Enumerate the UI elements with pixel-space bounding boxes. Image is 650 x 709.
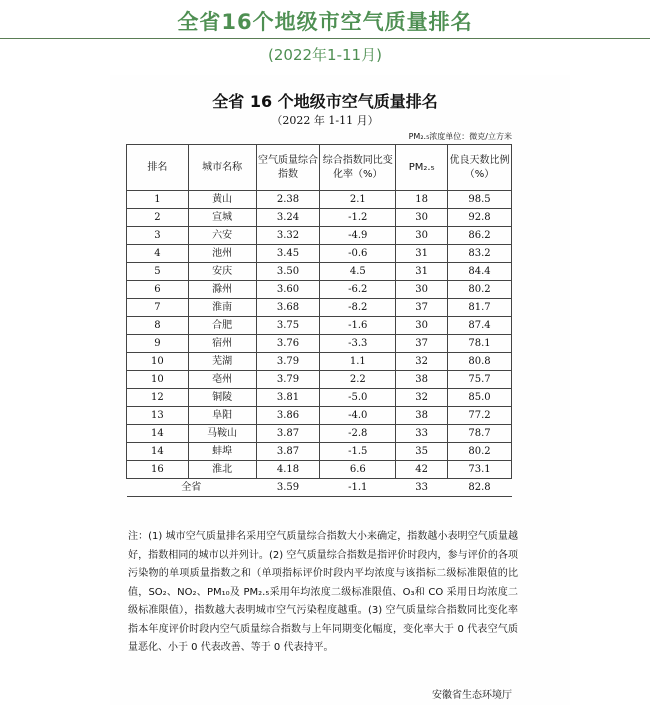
city-cell: 安庆: [188, 263, 256, 281]
table-row: [127, 461, 512, 479]
pm25-cell: 30: [396, 317, 448, 335]
source-attribution: 安徽省生态环境厅: [432, 690, 512, 701]
change-cell: 2.2: [320, 371, 396, 389]
city-cell: 芜湖: [188, 353, 256, 371]
good-days-cell: 85.0: [448, 389, 512, 407]
city-cell: 宣城: [188, 209, 256, 227]
rank-cell: 7: [127, 299, 189, 317]
good-days-cell: 80.8: [448, 353, 512, 371]
rank-cell: 3: [127, 227, 189, 245]
good-days-cell: 80.2: [448, 443, 512, 461]
pm25-cell: 32: [396, 353, 448, 371]
table-row: [127, 389, 512, 407]
change-cell: 2.1: [320, 191, 396, 209]
pm25-cell: 35: [396, 443, 448, 461]
rank-cell: 12: [127, 389, 189, 407]
pm25-cell: 18: [396, 191, 448, 209]
city-cell: 铜陵: [188, 389, 256, 407]
index-cell: 3.68: [256, 299, 320, 317]
index-cell: 3.75: [256, 317, 320, 335]
good-days-cell: 86.2: [448, 227, 512, 245]
rank-cell: 8: [127, 317, 189, 335]
index-cell: 3.76: [256, 335, 320, 353]
index-cell: 4.18: [256, 461, 320, 479]
table-row: [127, 443, 512, 461]
pm25-cell: 42: [396, 461, 448, 479]
col-header-pm25: PM₂.₅: [396, 145, 448, 191]
rank-cell: 4: [127, 245, 189, 263]
good-days-cell: 92.8: [448, 209, 512, 227]
city-cell: 淮南: [188, 299, 256, 317]
index-cell: 3.87: [256, 443, 320, 461]
title-divider: [0, 38, 650, 39]
pm25-cell: 38: [396, 371, 448, 389]
total-change: -1.1: [320, 479, 396, 497]
good-days-cell: 78.1: [448, 335, 512, 353]
pm25-cell: 30: [396, 281, 448, 299]
change-cell: 6.6: [320, 461, 396, 479]
total-label: 全省: [127, 479, 257, 497]
good-days-cell: 84.4: [448, 263, 512, 281]
city-cell: 池州: [188, 245, 256, 263]
change-cell: -0.6: [320, 245, 396, 263]
table-row: [127, 425, 512, 443]
index-cell: 3.79: [256, 371, 320, 389]
pm25-cell: 30: [396, 209, 448, 227]
rank-cell: 13: [127, 407, 189, 425]
table-row: [127, 209, 512, 227]
city-cell: 宿州: [188, 335, 256, 353]
index-cell: 3.32: [256, 227, 320, 245]
table-notes: 注：(1) 城市空气质量排名采用空气质量综合指数大小来确定，指数越小表明空气质量越好，指数相同的城市以并列计。(2) 空气质量综合指数是指评价时段内，参与评价的各项污染物的单项质量指数之和（单项指标评价时段内平均浓度与该指标二级标准限值的比值，SO₂、NO₂、PM₁₀及 PM₂.₅采用年均浓度二级标准限值、O₃和 CO 采用日均浓度二级标准限值），指数越大表明城市空气污染程度越重。(3) 空气质量综合指数同比变化率指本年度评价时段内空气质量综合指数与上年同期变化幅度，变化率大于 0 代表空气质量恶化、小于 0 代表改善、等于 0 代表持平。: [128, 531, 518, 653]
ranking-table: [126, 144, 512, 497]
index-cell: 3.87: [256, 425, 320, 443]
rank-cell: 14: [127, 425, 189, 443]
index-cell: 3.24: [256, 209, 320, 227]
city-cell: 马鞍山: [188, 425, 256, 443]
total-index: 3.59: [256, 479, 320, 497]
change-cell: -1.2: [320, 209, 396, 227]
good-days-cell: 87.4: [448, 317, 512, 335]
change-cell: -4.0: [320, 407, 396, 425]
rank-cell: 2: [127, 209, 189, 227]
index-cell: 3.50: [256, 263, 320, 281]
good-days-cell: 73.1: [448, 461, 512, 479]
col-header-index: 空气质量综合指数: [256, 145, 320, 191]
rank-cell: 16: [127, 461, 189, 479]
table-header-row: [127, 145, 512, 191]
pm25-cell: 33: [396, 425, 448, 443]
rank-cell: 5: [127, 263, 189, 281]
change-cell: -3.3: [320, 335, 396, 353]
col-header-change: 综合指数同比变化率（%）: [320, 145, 396, 191]
index-cell: 3.45: [256, 245, 320, 263]
rank-cell: 6: [127, 281, 189, 299]
table-row: [127, 191, 512, 209]
total-good-days: 82.8: [448, 479, 512, 497]
document-subtitle: （2022 年 1-11 月）: [271, 114, 379, 127]
rank-cell: 14: [127, 443, 189, 461]
total-row: [127, 479, 512, 497]
change-cell: -5.0: [320, 389, 396, 407]
rank-cell: 10: [127, 353, 189, 371]
table-row: [127, 335, 512, 353]
good-days-cell: 83.2: [448, 245, 512, 263]
good-days-cell: 78.7: [448, 425, 512, 443]
col-header-good-days: 优良天数比例（%）: [448, 145, 512, 191]
pm25-cell: 32: [396, 389, 448, 407]
table-row: [127, 227, 512, 245]
table-row: [127, 263, 512, 281]
pm25-cell: 37: [396, 299, 448, 317]
table-row: [127, 353, 512, 371]
city-cell: 亳州: [188, 371, 256, 389]
rank-cell: 1: [127, 191, 189, 209]
city-cell: 滁州: [188, 281, 256, 299]
good-days-cell: 80.2: [448, 281, 512, 299]
table-row: [127, 299, 512, 317]
index-cell: 3.81: [256, 389, 320, 407]
good-days-cell: 77.2: [448, 407, 512, 425]
pm25-cell: 30: [396, 227, 448, 245]
table-row: [127, 407, 512, 425]
city-cell: 阜阳: [188, 407, 256, 425]
page-title: 全省16个地级市空气质量排名: [177, 10, 473, 34]
city-cell: 蚌埠: [188, 443, 256, 461]
index-cell: 2.38: [256, 191, 320, 209]
index-cell: 3.86: [256, 407, 320, 425]
index-cell: 3.79: [256, 353, 320, 371]
city-cell: 六安: [188, 227, 256, 245]
index-cell: 3.60: [256, 281, 320, 299]
pm25-cell: 37: [396, 335, 448, 353]
table-row: [127, 245, 512, 263]
total-pm25: 33: [396, 479, 448, 497]
col-header-rank: 排名: [127, 145, 189, 191]
change-cell: -2.8: [320, 425, 396, 443]
pm25-cell: 31: [396, 245, 448, 263]
good-days-cell: 75.7: [448, 371, 512, 389]
change-cell: 1.1: [320, 353, 396, 371]
change-cell: 4.5: [320, 263, 396, 281]
change-cell: -1.5: [320, 443, 396, 461]
table-row: [127, 371, 512, 389]
change-cell: -6.2: [320, 281, 396, 299]
page-subtitle: (2022年1-11月): [268, 46, 382, 64]
unit-note: PM₂.₅浓度单位：微克/立方米: [408, 132, 512, 141]
rank-cell: 10: [127, 371, 189, 389]
table-row: [127, 281, 512, 299]
pm25-cell: 31: [396, 263, 448, 281]
table-row: [127, 317, 512, 335]
city-cell: 合肥: [188, 317, 256, 335]
col-header-city: 城市名称: [188, 145, 256, 191]
pm25-cell: 38: [396, 407, 448, 425]
rank-cell: 9: [127, 335, 189, 353]
good-days-cell: 81.7: [448, 299, 512, 317]
document-title: 全省 16 个地级市空气质量排名: [212, 92, 438, 111]
change-cell: -1.6: [320, 317, 396, 335]
change-cell: -8.2: [320, 299, 396, 317]
city-cell: 黄山: [188, 191, 256, 209]
city-cell: 淮北: [188, 461, 256, 479]
change-cell: -4.9: [320, 227, 396, 245]
good-days-cell: 98.5: [448, 191, 512, 209]
